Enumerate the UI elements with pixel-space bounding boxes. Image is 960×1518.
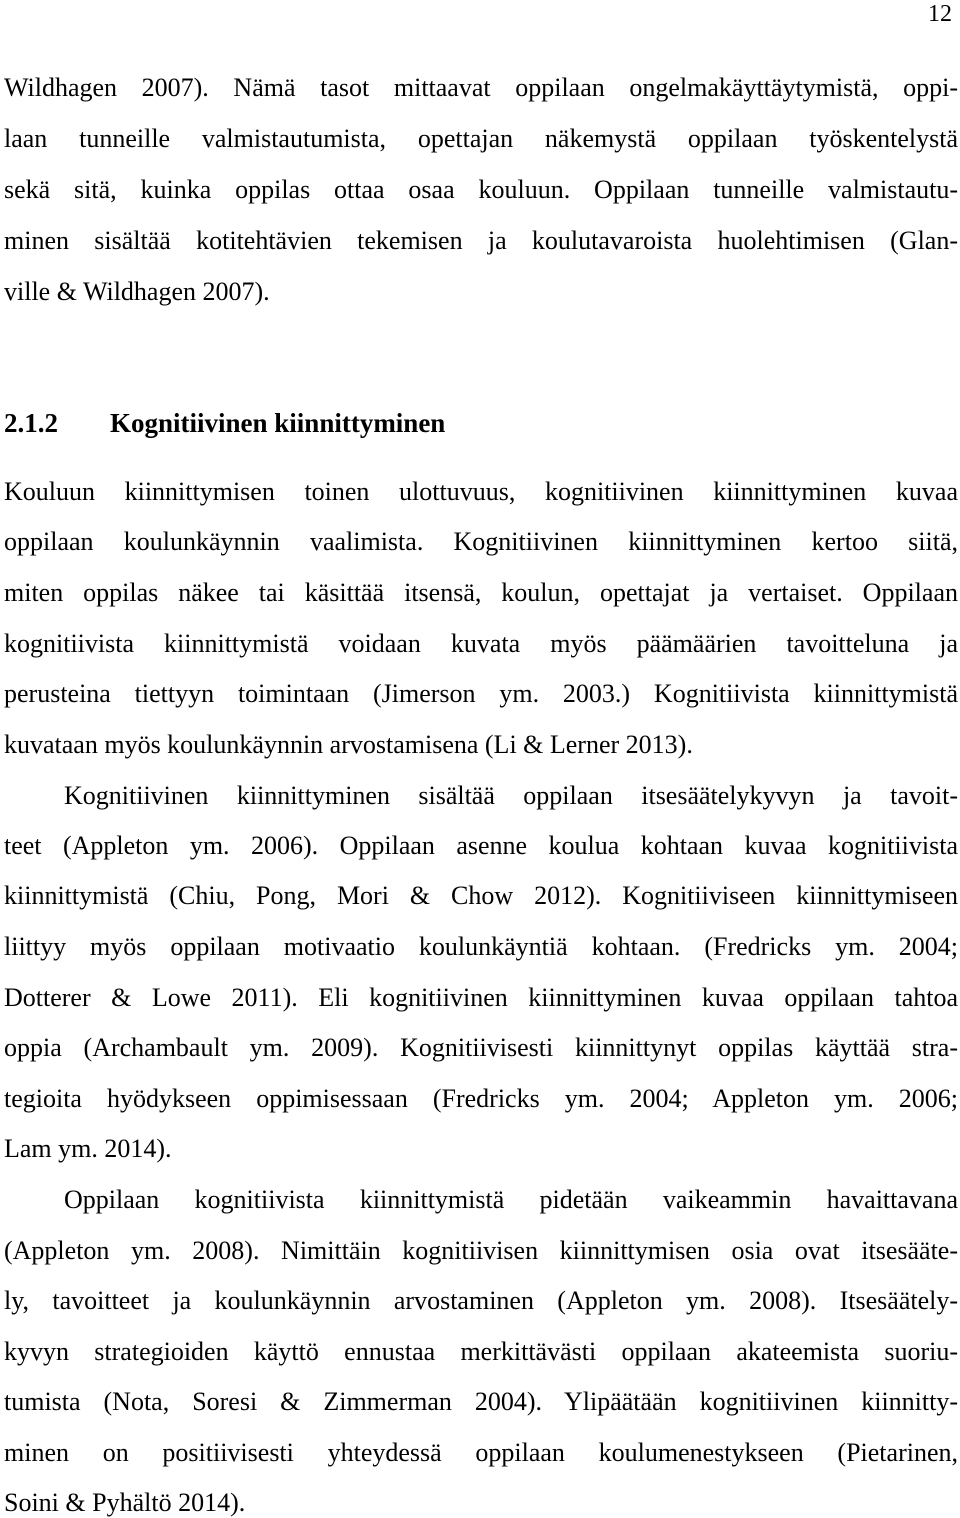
- text-line: oppilaan koulunkäynnin vaalimista. Kognitiivinen kiinnittyminen kertoo siitä,: [4, 527, 958, 556]
- section-title: Kognitiivinen kiinnittyminen: [110, 408, 446, 438]
- text-line: tegioita hyödykseen oppimisessaan (Fredricks ym. 2004; Appleton ym. 2006;: [4, 1084, 958, 1113]
- section-heading: [4, 407, 445, 439]
- text-line: kiinnittymistä (Chiu, Pong, Mori & Chow 2012). Kognitiiviseen kiinnittymiseen: [4, 881, 958, 910]
- text-line: ville & Wildhagen 2007).: [4, 277, 270, 306]
- text-line: Lam ym. 2014).: [4, 1134, 172, 1163]
- text-line: kognitiivista kiinnittymistä voidaan kuvata myös päämäärien tavoitteluna ja: [4, 629, 958, 658]
- text-line: ly, tavoitteet ja koulunkäynnin arvostaminen (Appleton ym. 2008). Itsesäätely-: [4, 1286, 958, 1315]
- text-line: kuvataan myös koulunkäynnin arvostamisena (Li & Lerner 2013).: [4, 730, 693, 759]
- text-line: minen sisältää kotitehtävien tekemisen ja koulutavaroista huolehtimisen (Glan-: [4, 226, 958, 255]
- text-line: minen on positiivisesti yhteydessä oppilaan koulumenestykseen (Pietarinen,: [4, 1438, 958, 1467]
- text-line: Kognitiivinen kiinnittyminen sisältää oppilaan itsesäätelykyvyn ja tavoit-: [64, 781, 958, 810]
- text-line: miten oppilas näkee tai käsittää itsensä, koulun, opettajat ja vertaiset. Oppilaan: [4, 578, 958, 607]
- text-line: Soini & Pyhältö 2014).: [4, 1488, 246, 1517]
- text-line: teet (Appleton ym. 2006). Oppilaan asenne koulua kohtaan kuvaa kognitiivista: [4, 831, 958, 860]
- text-line: Dotterer & Lowe 2011). Eli kognitiivinen kiinnittyminen kuvaa oppilaan tahtoa: [4, 983, 958, 1012]
- text-line: Wildhagen 2007). Nämä tasot mittaavat oppilaan ongelmakäyttäytymistä, oppi-: [4, 73, 958, 102]
- text-line: laan tunneille valmistautumista, opettajan näkemystä oppilaan työskentelystä: [4, 124, 958, 153]
- text-line: (Appleton ym. 2008). Nimittäin kognitiivisen kiinnittymisen osia ovat itsesääte-: [4, 1236, 958, 1265]
- text-line: kyvyn strategioiden käyttö ennustaa merkittävästi oppilaan akateemista suoriu-: [4, 1337, 958, 1366]
- text-line: sekä sitä, kuinka oppilas ottaa osaa kouluun. Oppilaan tunneille valmistautu-: [4, 175, 958, 204]
- text-line: perusteina tiettyyn toimintaan (Jimerson ym. 2003.) Kognitiivista kiinnittymistä: [4, 679, 958, 708]
- text-line: Kouluun kiinnittymisen toinen ulottuvuus, kognitiivinen kiinnittyminen kuvaa: [4, 477, 958, 506]
- section-number: 2.1.2: [4, 408, 58, 438]
- page-number: 12: [928, 1, 952, 27]
- text-line: liittyy myös oppilaan motivaatio koulunkäyntiä kohtaan. (Fredricks ym. 2004;: [4, 932, 958, 961]
- text-line: tumista (Nota, Soresi & Zimmerman 2004). Ylipäätään kognitiivinen kiinnitty-: [4, 1387, 958, 1416]
- text-line: oppia (Archambault ym. 2009). Kognitiivisesti kiinnittynyt oppilas käyttää stra-: [4, 1033, 958, 1062]
- text-line: Oppilaan kognitiivista kiinnittymistä pidetään vaikeammin havaittavana: [64, 1185, 958, 1214]
